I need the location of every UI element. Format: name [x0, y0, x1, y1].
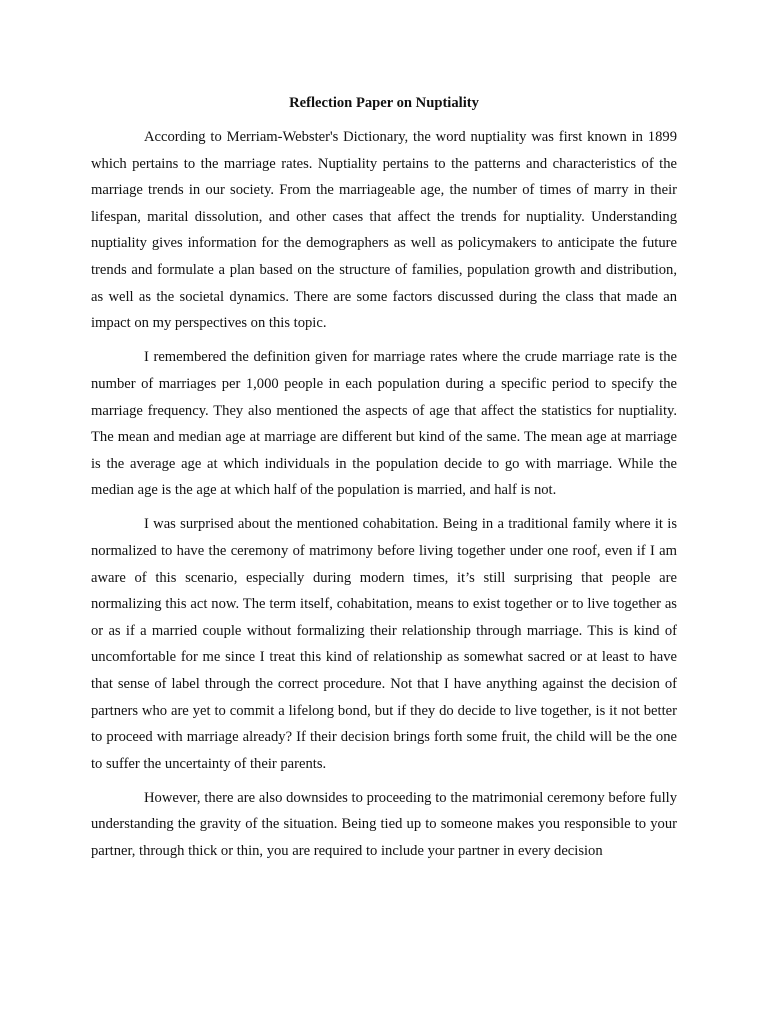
paragraph-2: I remembered the definition given for marriage rates where the crude marriage rate is the number of marriages per 1,000 people in each population during a specific period to specify the marriage frequency. They also mentioned the aspects of age that affect the statistics for nuptiality. The mean and median age at marriage are different but kind of the same. The mean age at marriage is the average age at which individuals in the population decide to go with marriage. While the median age is the age at which half of the population is married, and half is not. — [91, 349, 677, 499]
document-title: Reflection Paper on Nuptiality — [289, 95, 479, 111]
document-body — [91, 90, 677, 865]
paragraph-4: However, there are also downsides to proceeding to the matrimonial ceremony before fully understanding the gravity of the situation. Being tied up to someone makes you responsible to your partner, through thick or thin, you are required to include your partner in every decision — [91, 789, 677, 860]
paragraph-1: According to Merriam-Webster's Dictionary, the word nuptiality was first known in 1899 which pertains to the marriage rates. Nuptiality pertains to the patterns and characteristics of the marriage trends in our society. From the marriageable age, the number of times of marry in their lifespan, marital dissolution, and other cases that affect the trends for nuptiality. Understanding nuptiality gives information for the demographers as well as policymakers to anticipate the future trends and formulate a plan based on the structure of families, population growth and distribution, as well as the societal dynamics. There are some factors discussed during the class that made an impact on my perspectives on this topic. — [91, 129, 677, 332]
paragraph-3: I was surprised about the mentioned cohabitation. Being in a traditional family where it is normalized to have the ceremony of matrimony before living together under one roof, even if I am aware of this scenario, especially during modern times, it’s still surprising that people are normalizing this act now. The term itself, cohabitation, means to exist together or to live together as or as if a married couple without formalizing their relationship through marriage. This is kind of uncomfortable for me since I treat this kind of relationship as somewhat sacred or at least to have that sense of label through the correct procedure. Not that I have anything against the decision of partners who are yet to commit a lifelong bond, but if they do decide to live together, is it not better to proceed with marriage already? If their decision brings forth some fruit, the child will be the one to suffer the uncertainty of their parents. — [91, 516, 677, 772]
